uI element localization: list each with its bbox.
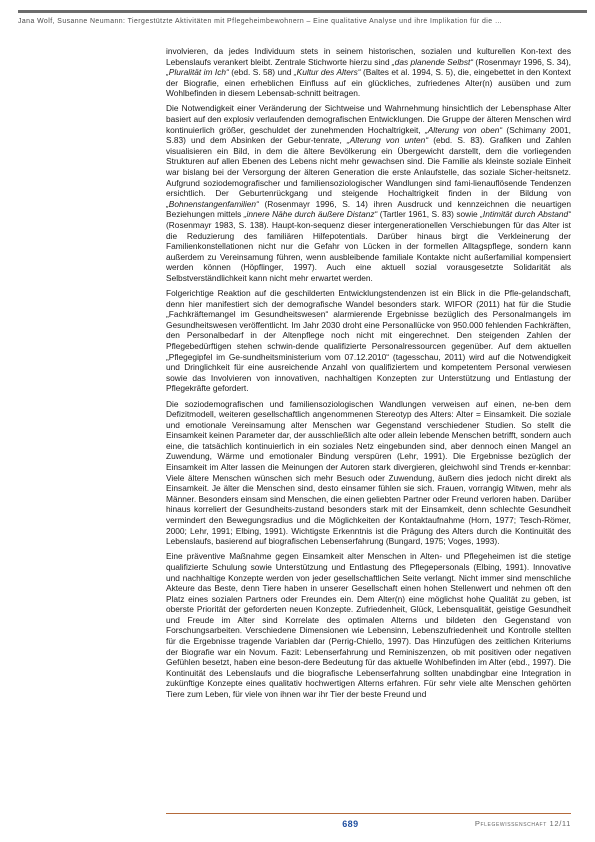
text-run: Eine präventive Maßnahme gegen Einsamkeit alter Menschen in Alten- und Pflegeheimen ist die stetige qualifizierte Schulung sowie Unterstützung und Entlastung des Pflegepersonals (Elbing, 1991). Innovative und nachhaltige Konzepte werden von jeder gesellschaftlichen Seite verlangt. Nicht immer sind menschliche Akteure das Beste, denn Tiere haben in unserer Gesellschaft einen hohen Stellenwert und nehmen oft den Platz eines sozialen Partners oder Freundes ein. Dem Alter(n) eine möglichst hohe Qualität zu geben, ist oberste Priorität der geforderten neuen Konzepte. Zufriedenheit, Glück, Lebensqualität, geistige Gesundheit und Freude im Alter sind Korrelate des optimalen Alterns und bildeten den Gegenstand von Forschungsarbeiten. Verschiedene Dimensionen wie Lebensinn, Lebenszufriedenheit und Kontrolle stellten für die Ergebnisse tragende Variablen dar (Perrig-Chiello, 1997). Das Hinzufügen des zeitlichen Kriteriums der Biografie war ein Novum. Fazit: Lebenserfahrung und Reminiszenzen, ob mit positiven oder negativen Gefühlen besetzt, haben eine beson-dere Bedeutung für das aktuelle Wohlbefinden im Alter (ebd., 1997). Die Kontinuität des Lebenslaufs und die biografische Lebenserfahrung sollten unabdingbar eine Integration in zukünftige Konzepte eines qualitativ hochwertigen Alterns erfahren. Für sehr viele alte Menschen gehörten Tiere zum Leben, für viele von ihnen war ihr Tier der beste Freund und	[166, 551, 571, 700]
quoted-term: „das planende Selbst“	[391, 56, 474, 67]
page-footer	[166, 813, 571, 833]
text-run: (ebd. S. 83). Grafiken und Zahlen visualisieren ein Bild, in dem die ältere Bevölkerung ein Übergewicht darstellt, dem die vorliegenden Strukturen auf allen Ebenen des Lebens nicht mehr gewachsen sind. Die Familie als kleinste soziale Einheit war bislang bei der Versorgung der älteren Generation die erste Anlaufstelle, das soziale Sicher-heitsnetz. Aufgrund soziodemografischer und familiensoziologischer Wandlungen sind fami-lienauflösende Tendenzen ersichtlich. Der Geburtenrückgang und steigende Hochaltrigkeit finden in der Bildung von	[166, 135, 571, 199]
text-run: (Schimany 2001, S.83) und dem Absinken der Gebur-tenrate,	[166, 124, 571, 146]
text-run: involvieren, da jedes Individuum stets in seinem historischen, sozialen und kulturellen Kon-text des Lebenslaufs verankert bleibt. Zentrale Stichworte hierzu sind	[166, 46, 571, 67]
text-run: (Baltes et al. 1994, S. 5), die, eingebettet in den Kontext der Biografie, einen erheblichen Einfluss auf ein glückliches, zufriedenes Alter(n) ausüben und zum Wohlbefinden in diesem Lebensab-schnitt beitragen.	[166, 67, 571, 99]
text-run: (ebd. S. 58) und	[228, 67, 294, 78]
paragraph-5	[166, 551, 571, 699]
quoted-term: „Bohnenstangenfamilien“	[166, 198, 259, 209]
text-run: (Rosenmayr 1996, S. 14) ihren Ausdruck und kennzeichnen die neuartigen Beziehungen mittels	[166, 198, 571, 220]
paragraph-1	[166, 46, 571, 99]
text-run: Folgerichtige Reaktion auf die geschilderten Entwicklungstendenzen ist ein Blick in die Pfle-gelandschaft, denn hier manifestiert sich der demografische Wandel besonders stark. WIFOR (2011) hat für die Studie „Fachkräftemangel im Gesundheitswesen“ alarmierende Ergebnisse bezüglich des Personalmangels im Gesundheitswesen veröffentlicht. Im Jahr 2030 droht eine Personallücke von 950.000 fehlenden Fachkräften, den Personalbedarf in der Altenpflege noch nicht mit eingerechnet. Den steigenden Zahlen der Pflegebedürftigen stehen schwin-dende qualifizierte Personalressourcen gegenüber. Auf dem aktuellen „Pflegegipfel im Ge-sundheitsministerium vom 07.12.2010“ (tagesschau, 2011) wird auf die Notwendigkeit und Dringlichkeit für eine ausreichende Anzahl von qualifiziertem und kompetentem Personal verwiesen sowie das Involvieren von innovativen, nachhaltigen Konzepten zur Unterstützung und Entlastung der Pflegekräfte gefordert.	[166, 288, 571, 394]
paragraph-3	[166, 288, 571, 394]
quoted-term: „innere Nähe durch äußere Distanz“	[243, 209, 378, 220]
quoted-term: „Intimität durch Abstand“	[480, 209, 571, 220]
paragraph-4	[166, 399, 571, 547]
running-head: Jana Wolf, Susanne Neumann: Tiergestützte Aktivitäten mit Pflegeheimbewohnern – Eine qualitative Analyse und ihre Implikation für die …	[18, 10, 587, 40]
quoted-term: „Pluralität im Ich“	[166, 67, 229, 78]
text-run: (Rosenmayr 1983, S. 138). Haupt-kon-sequenz dieser intergenerationellen Verschiebungen für das Alter ist die Reduzierung des familiären Hilfepotentials. Darüber hinaus birgt die Verkleinerung der Familienkonstellationen nicht nur die Gefahr von Lücken in der formellen Alltagspflege, sondern kann außerdem zu Vereinsamung führen, wenn ausbleibende familiale Kontakte nicht außerfamilial kompensiert werden können (Höpflinger, 1997). Auch eine aktuell sozial vorausgesetzte Solidarität als Selbstverständlichkeit kann nicht mehr erwartet werden.	[166, 220, 571, 283]
article-body	[166, 46, 571, 811]
paragraph-2	[166, 103, 571, 283]
text-run: Die soziodemografischen und familiensoziologischen Wandlungen verweisen auf einen, ne-ben dem Defizitmodell, weiteren gesellschaftlich angenommenen Stereotyp des Alters: Alter = Einsamkeit. Die soziale und emotionale Vereinsamung alter Menschen war Gegenstand verschiedener Studien. So stellt die Einsamkeit keinen Parameter dar, der ausschließlich alte oder allein lebende Menschen betrifft, sondern auch eine, die tatsächlich kontinuierlich in ein soziales Netz eingebunden sind, aber dennoch einen Mangel an Zuwendung, Wärme und emotionaler Bindung verspüren (Lehr, 1991). Die Ergebnisse bezüglich der Einsamkeit im Alter lassen die Meinungen der Autoren stark divergieren, gleichwohl sind Trends er-kennbar: Viele ältere Menschen wünschen sich mehr Besuch oder Zuwendung, äußern dies jedoch nicht direkt als Einsamkeit. Je älter die Menschen sind, desto einsamer fühlen sie sich. Frauen, vorrangig Witwen, mehr als Männer. Besonders einsam sind Menschen, die einen geliebten Partner oder Freund verloren haben. Darüber hinaus korreliert der Gesundheits-zustand besonders stark mit der Einsamkeit, denn schlechte Gesundheit vermindert den Bewegungsradius und die Möglichkeiten der Kontaktaufnahme (Horn, 1977; Tesch-Römer, 2000; Lehr, 1991; Elbing, 1991). Wichtigste Erkenntnis ist die Prägung des Alters durch die Kontinuität des Lebenslaufs, basierend auf biografischen Lebenserfahrung (Bungard, 1975; Voges, 1993).	[166, 398, 571, 547]
journal-issue: Pflegewissenschaft 12/11	[474, 819, 571, 828]
text-run: (Tartler 1961, S. 83) sowie	[377, 209, 481, 220]
quoted-term: „Alterung von unten“	[346, 135, 429, 146]
text-run: (Rosenmayr 1996, S. 34),	[473, 56, 571, 67]
page-number: 689	[342, 818, 359, 829]
text-run: Die Notwendigkeit einer Veränderung der Sichtweise und Wahrnehmung hinsichtlich der Lebensphase Alter basiert auf den explosiv verlaufenden demografischen Entwicklungen. Die Gruppe der älteren Menschen wird kontinuierlich größer, geschuldet der zunehmenden Hochaltrigkeit,	[166, 103, 571, 135]
quoted-term: „Kultur des Alters“	[293, 67, 361, 78]
quoted-term: „Alterung von oben“	[424, 124, 503, 135]
